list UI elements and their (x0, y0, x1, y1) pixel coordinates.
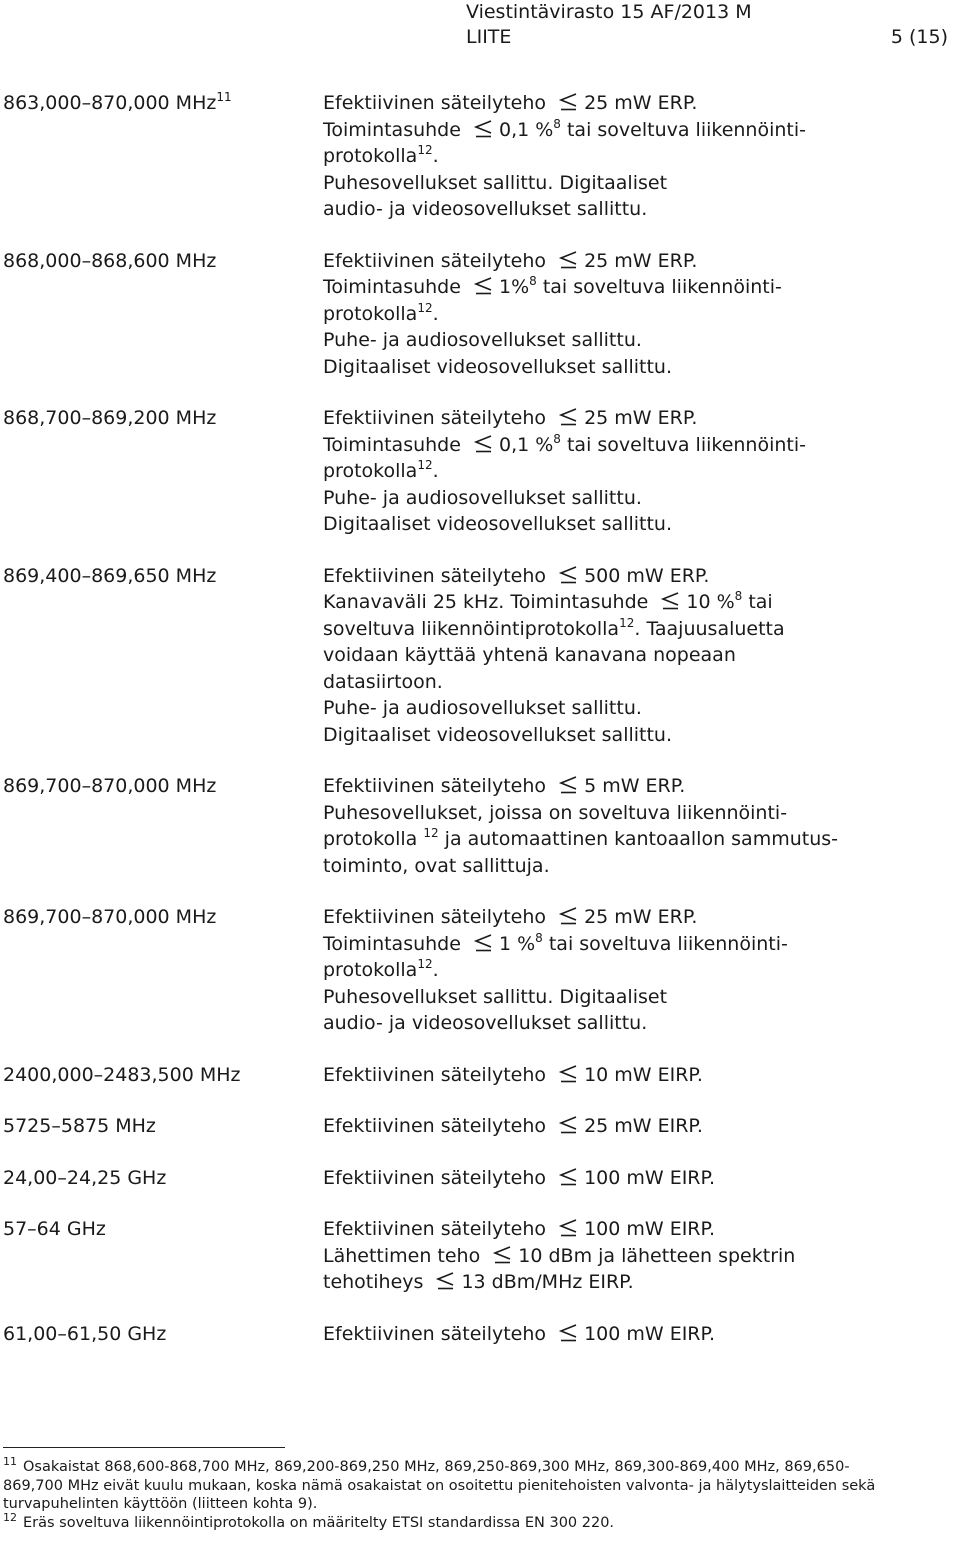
footnote-ref: 12 (417, 143, 433, 157)
frequency-conditions (323, 904, 958, 1037)
condition-line (323, 1010, 958, 1037)
less-or-equal-icon (558, 1219, 578, 1237)
condition-text: toiminto, ovat sallittuja. (323, 854, 550, 877)
frequency-conditions (323, 1062, 958, 1089)
condition-text: protokolla (323, 145, 418, 167)
frequency-entry (3, 1113, 958, 1140)
condition-line (323, 773, 958, 800)
frequency-entry (3, 563, 958, 749)
condition-line (323, 616, 958, 643)
less-or-equal-icon (558, 251, 578, 269)
condition-text: datasiirtoon. (323, 670, 443, 693)
agency-reference: Viestintävirasto 15 AF/2013 M (466, 1, 752, 23)
condition-line (323, 170, 958, 197)
appendix-label: LIITE (466, 26, 512, 48)
page-header (466, 0, 948, 50)
footnote-text: Osakaistat 868,600-868,700 MHz, 869,200-869,250 MHz, 869,250-869,300 MHz, 869,300-869,400 MHz, 869,650- (23, 1459, 850, 1475)
frequency-text: 2400,000–2483,500 MHz (3, 1063, 241, 1086)
frequency-conditions (323, 248, 958, 381)
condition-text: . Taajuusaluetta (634, 617, 785, 640)
condition-text: . (432, 959, 439, 981)
condition-text: Efektiivinen säteilyteho (323, 1115, 553, 1137)
condition-line (323, 90, 958, 117)
frequency-conditions (323, 1165, 958, 1192)
condition-text: protokolla (323, 460, 418, 482)
condition-text: 5 mW ERP. (584, 775, 686, 797)
condition-line (323, 274, 958, 301)
less-or-equal-icon (558, 776, 578, 794)
footnote-ref: 12 (423, 826, 439, 840)
frequency-range (3, 773, 323, 879)
condition-text: 0,1 % (498, 118, 554, 141)
condition-line (323, 800, 958, 827)
frequency-entry (3, 904, 958, 1037)
condition-text: Efektiivinen säteilyteho (323, 1063, 553, 1086)
condition-line (323, 957, 958, 984)
condition-text: 100 mW EIRP. (584, 1218, 716, 1240)
frequency-text: 57–64 GHz (3, 1218, 106, 1240)
condition-line (323, 931, 958, 958)
frequency-entry (3, 90, 958, 223)
condition-line (323, 1321, 958, 1348)
frequency-range (3, 248, 323, 381)
condition-line (323, 904, 958, 931)
condition-text: 100 mW EIRP. (584, 1166, 716, 1189)
frequency-entry (3, 1321, 958, 1348)
condition-line (323, 669, 958, 696)
condition-text: tehotiheys (323, 1271, 430, 1293)
condition-text: soveltuva liikennöintiprotokolla (323, 617, 620, 640)
condition-line (323, 432, 958, 459)
frequency-text: 61,00–61,50 GHz (3, 1322, 167, 1345)
condition-text: Lähettimen teho (323, 1244, 487, 1267)
footnote-ref: 8 (553, 431, 561, 446)
less-or-equal-icon (435, 1272, 455, 1290)
condition-text: Efektiivinen säteilyteho (323, 564, 553, 587)
frequency-conditions (323, 563, 958, 749)
condition-text: Kanavaväli 25 kHz. Toimintasuhde (323, 591, 655, 613)
less-or-equal-icon (473, 120, 493, 138)
frequency-conditions (323, 1216, 958, 1296)
less-or-equal-icon (660, 592, 680, 610)
condition-text: Efektiivinen säteilyteho (323, 906, 553, 928)
condition-line (323, 984, 958, 1011)
less-or-equal-icon (558, 1065, 578, 1083)
footnote-ref: 11 (216, 90, 232, 104)
condition-text: Puhesovellukset sallittu. Digitaaliset (323, 985, 668, 1008)
condition-text: Puhe- ja audiosovellukset sallittu. (323, 329, 642, 351)
footnote-ref: 12 (417, 957, 433, 971)
less-or-equal-icon (558, 1324, 578, 1342)
footnote-line (3, 1477, 958, 1496)
frequency-conditions (323, 1113, 958, 1140)
frequency-text: 868,000–868,600 MHz (3, 249, 217, 272)
condition-text: audio- ja videosovellukset sallittu. (323, 1012, 648, 1034)
condition-line (323, 1243, 958, 1270)
frequency-entry (3, 405, 958, 538)
footnote-number: 11 (3, 1455, 17, 1468)
condition-text: 1% (498, 276, 530, 298)
frequency-conditions (323, 405, 958, 538)
condition-text: Digitaaliset videosovellukset sallittu. (323, 513, 673, 535)
condition-text: Efektiivinen säteilyteho (323, 1322, 553, 1345)
frequency-range (3, 405, 323, 538)
frequency-text: 868,700–869,200 MHz (3, 407, 217, 429)
condition-text: Puhesovellukset sallittu. Digitaaliset (323, 171, 668, 194)
condition-line (323, 301, 958, 328)
less-or-equal-icon (473, 934, 493, 952)
condition-text: 25 mW ERP. (584, 906, 698, 928)
condition-text: Toimintasuhde (323, 433, 467, 456)
frequency-range (3, 1062, 323, 1089)
frequency-text: 24,00–24,25 GHz (3, 1166, 167, 1189)
footnote-text: turvapuhelinten käyttöön (liitteen kohta 9). (3, 1496, 318, 1512)
condition-line (323, 642, 958, 669)
footnote-ref: 8 (553, 116, 561, 131)
frequency-entry (3, 1165, 958, 1192)
condition-line (323, 826, 958, 853)
condition-line (323, 1062, 958, 1089)
condition-line (323, 143, 958, 170)
condition-line (323, 458, 958, 485)
condition-line (323, 485, 958, 512)
frequency-range (3, 563, 323, 749)
footnote-line (3, 1510, 958, 1533)
less-or-equal-icon (558, 1116, 578, 1134)
frequency-range (3, 1113, 323, 1140)
condition-text: Toimintasuhde (323, 276, 467, 298)
condition-line (323, 248, 958, 275)
less-or-equal-icon (558, 408, 578, 426)
condition-text: voidaan käyttää yhtenä kanavana nopeaan (323, 644, 736, 666)
footnote-text: 869,700 MHz eivät kuulu mukaan, koska nämä osakaistat on osoitettu pienitehoisten valvonta- ja hälytyslaitteiden sekä (3, 1477, 876, 1494)
condition-line (323, 354, 958, 381)
condition-text: Puhe- ja audiosovellukset sallittu. (323, 486, 642, 509)
condition-text: Efektiivinen säteilyteho (323, 407, 553, 429)
condition-line (323, 589, 958, 616)
header-row (466, 25, 948, 50)
frequency-range (3, 1216, 323, 1296)
condition-text: 1 % (498, 932, 536, 955)
frequency-text: 869,700–870,000 MHz (3, 775, 217, 797)
footnote-ref: 12 (619, 615, 635, 630)
frequency-range (3, 904, 323, 1037)
frequency-conditions (323, 1321, 958, 1348)
condition-text: 10 % (686, 591, 735, 613)
frequency-text: 869,400–869,650 MHz (3, 564, 217, 587)
footnote-ref: 8 (734, 589, 743, 603)
condition-line (323, 695, 958, 722)
condition-line (323, 563, 958, 590)
condition-line (323, 117, 958, 144)
condition-text: Toimintasuhde (323, 118, 467, 141)
condition-line (323, 1113, 958, 1140)
condition-line (323, 722, 958, 749)
footnote-ref: 12 (417, 458, 433, 472)
footnote-text: Eräs soveltuva liikennöintiprotokolla on määritelty ETSI standardissa EN 300 220. (23, 1514, 615, 1531)
condition-line (323, 196, 958, 223)
frequency-range (3, 1321, 323, 1348)
condition-line (323, 1165, 958, 1192)
condition-text: tai soveltuva liikennöinti- (536, 276, 782, 298)
footnote-line (3, 1455, 958, 1477)
condition-line (323, 405, 958, 432)
condition-text: . (432, 460, 439, 482)
condition-text: Digitaaliset videosovellukset sallittu. (323, 723, 673, 746)
condition-text: Digitaaliset videosovellukset sallittu. (323, 355, 673, 378)
less-or-equal-icon (558, 907, 578, 925)
less-or-equal-icon (558, 1168, 578, 1186)
condition-text: 0,1 % (498, 433, 554, 456)
footnotes (3, 1455, 958, 1532)
condition-line (323, 1269, 958, 1296)
condition-text: Puhesovellukset, joissa on soveltuva liikennöinti- (323, 801, 788, 824)
frequency-range (3, 1165, 323, 1192)
condition-text: 10 dBm ja lähetteen spektrin (518, 1244, 796, 1267)
footnote-separator (3, 1447, 285, 1448)
condition-text: 25 mW EIRP. (584, 1115, 703, 1137)
frequency-text: 869,700–870,000 MHz (3, 906, 217, 928)
frequency-conditions (323, 90, 958, 223)
frequency-conditions (323, 773, 958, 879)
condition-text: protokolla (323, 302, 418, 325)
condition-text: . (432, 145, 439, 167)
condition-text: audio- ja videosovellukset sallittu. (323, 198, 648, 220)
frequency-table (3, 90, 958, 1372)
condition-text: Puhe- ja audiosovellukset sallittu. (323, 697, 642, 719)
condition-text: 25 mW ERP. (584, 249, 698, 272)
condition-line (323, 327, 958, 354)
condition-text: 13 dBm/MHz EIRP. (461, 1271, 634, 1293)
footnote-ref: 12 (417, 300, 433, 315)
condition-text: 10 mW EIRP. (584, 1063, 703, 1086)
less-or-equal-icon (558, 93, 578, 111)
condition-text: 25 mW ERP. (584, 407, 698, 429)
condition-text: tai soveltuva liikennöinti- (560, 433, 807, 456)
frequency-text: 863,000–870,000 MHz (3, 92, 217, 114)
frequency-entry (3, 1062, 958, 1089)
condition-line (323, 1216, 958, 1243)
less-or-equal-icon (473, 435, 493, 453)
condition-text: 25 mW ERP. (584, 92, 698, 114)
condition-text: . (432, 302, 439, 325)
footnote-number: 12 (3, 1510, 17, 1524)
condition-text: tai soveltuva liikennöinti- (560, 118, 807, 141)
frequency-range (3, 90, 323, 223)
condition-text: Efektiivinen säteilyteho (323, 1166, 553, 1189)
condition-text: Efektiivinen säteilyteho (323, 92, 553, 114)
frequency-entry (3, 1216, 958, 1296)
condition-text: protokolla (323, 959, 418, 981)
condition-line (323, 511, 958, 538)
condition-text: tai soveltuva liikennöinti- (542, 932, 788, 955)
condition-text: ja automaattinen kantoaallon sammutus- (438, 828, 838, 850)
frequency-text: 5725–5875 MHz (3, 1115, 156, 1137)
condition-line (323, 853, 958, 880)
condition-text: protokolla (323, 828, 424, 850)
less-or-equal-icon (558, 566, 578, 584)
less-or-equal-icon (492, 1246, 512, 1264)
condition-text: Efektiivinen säteilyteho (323, 775, 553, 797)
frequency-entry (3, 248, 958, 381)
condition-text: Efektiivinen säteilyteho (323, 1218, 553, 1240)
condition-text: 100 mW EIRP. (584, 1322, 716, 1345)
footnote-ref: 8 (535, 930, 543, 945)
less-or-equal-icon (473, 277, 493, 295)
condition-text: tai (742, 591, 773, 613)
condition-text: 500 mW ERP. (584, 564, 710, 587)
footnote-ref: 8 (529, 274, 537, 288)
condition-text: Efektiivinen säteilyteho (323, 249, 553, 272)
footnote-line (3, 1495, 958, 1514)
frequency-entry (3, 773, 958, 879)
condition-text: Toimintasuhde (323, 932, 467, 955)
page-number: 5 (15) (890, 26, 948, 48)
